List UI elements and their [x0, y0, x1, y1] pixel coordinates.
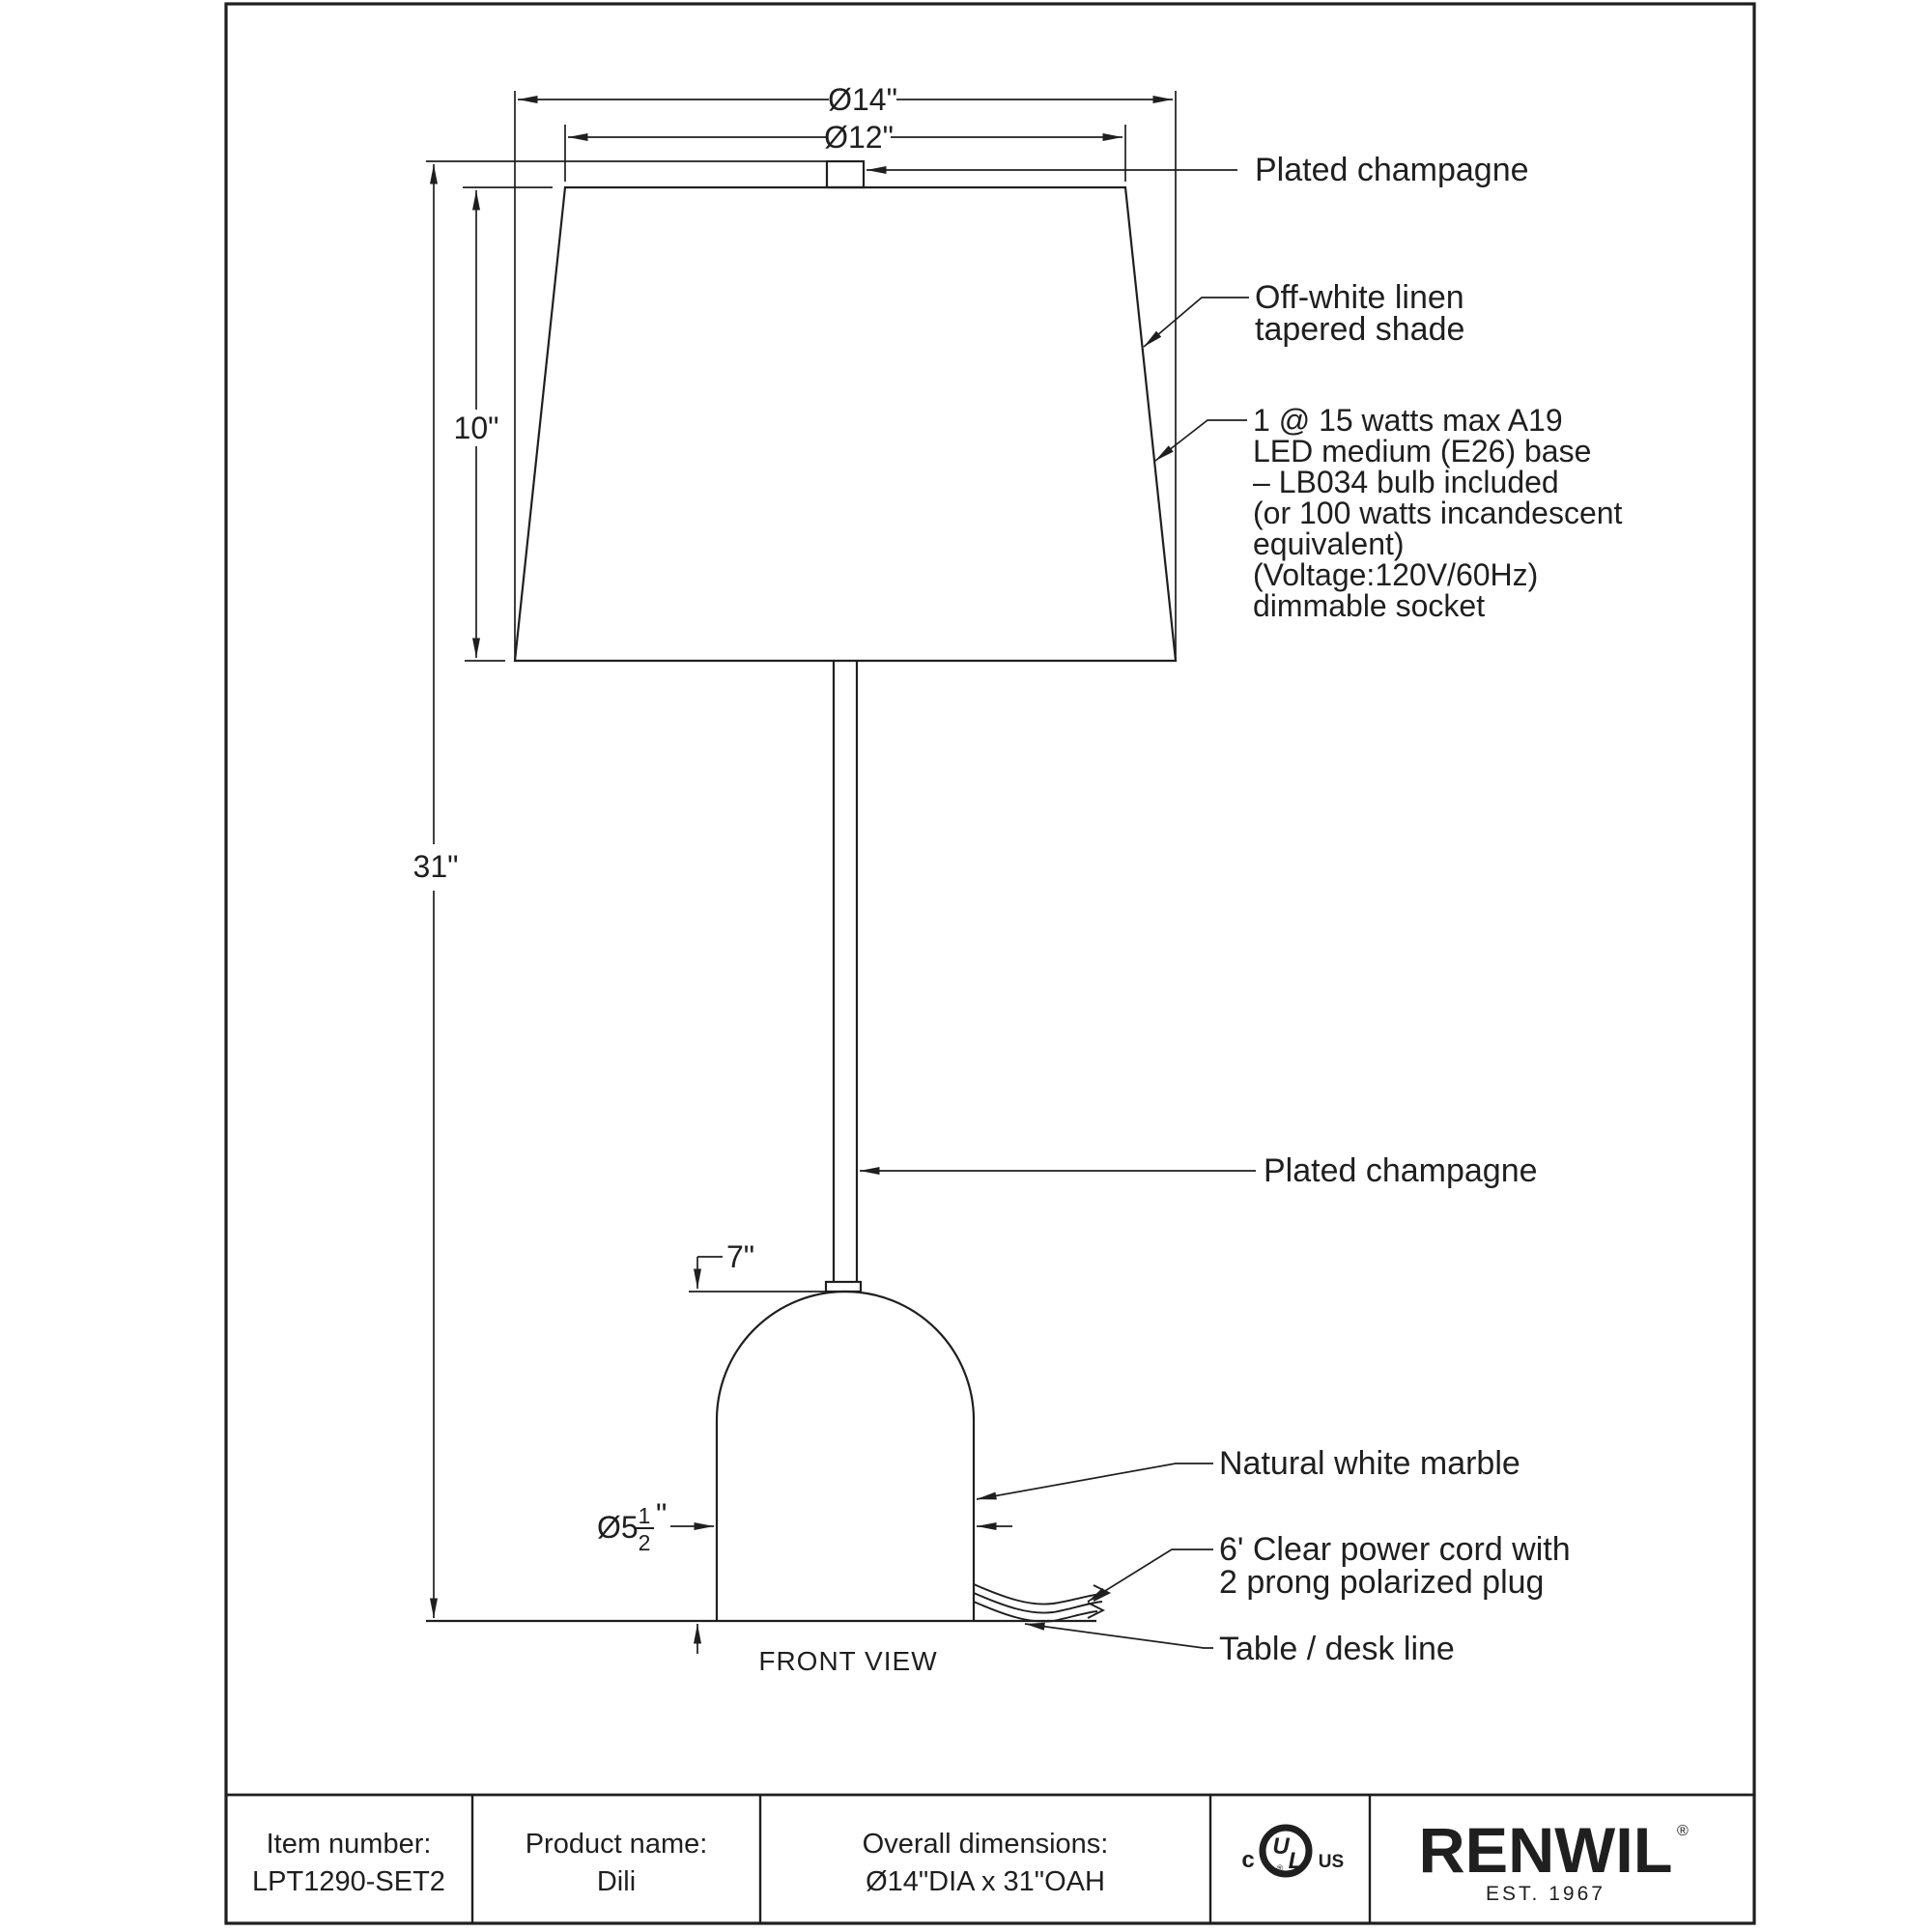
lamp-base-dome	[717, 1292, 974, 1621]
power-cord	[974, 1584, 1109, 1622]
item-number-value: LPT1290-SET2	[252, 1866, 445, 1897]
annotation-bulb-line2: LED medium (E26) base	[1253, 434, 1592, 469]
annotation-bulb-line1: 1 @ 15 watts max A19	[1253, 403, 1563, 438]
leader-table-line	[1025, 1624, 1213, 1648]
overall-dimensions-value: Ø14"DIA x 31"OAH	[866, 1866, 1105, 1897]
annotation-bulb-line3: – LB034 bulb included	[1253, 465, 1559, 499]
brand-registered-mark: ®	[1677, 1823, 1689, 1839]
annotation-bulb-line5: equivalent)	[1253, 526, 1405, 561]
ul-letter-u: U	[1272, 1833, 1290, 1860]
dim-base-height-label: 7"	[726, 1239, 755, 1274]
annotation-labels	[758, 152, 1622, 1676]
annotation-shade-line2: tapered shade	[1255, 311, 1465, 348]
dim-base-dia-prefix: Ø5	[597, 1510, 639, 1545]
annotation-marble: Natural white marble	[1219, 1445, 1520, 1482]
annotation-stem: Plated champagne	[1264, 1152, 1538, 1189]
annotation-table-line: Table / desk line	[1219, 1631, 1455, 1667]
dim-shade-height-label: 10"	[453, 411, 499, 445]
dim-dia12-label: Ø12"	[824, 120, 894, 155]
ul-certification-icon	[1241, 1828, 1344, 1874]
dim-dia14-label: Ø14"	[828, 82, 897, 117]
footer-cell-dimensions	[863, 1829, 1109, 1897]
ul-us-mark: US	[1318, 1852, 1345, 1872]
leader-lines	[860, 170, 1256, 1648]
stem-collar	[826, 1282, 861, 1292]
brand-name: RENWIL	[1418, 1814, 1673, 1886]
lamp-outline	[426, 161, 1176, 1622]
view-label: FRONT VIEW	[758, 1646, 938, 1676]
annotation-cord-line1: 6' Clear power cord with	[1219, 1531, 1571, 1568]
annotation-bulb-line6: (Voltage:120V/60Hz)	[1253, 557, 1539, 592]
annotation-finial: Plated champagne	[1255, 152, 1529, 188]
overall-dimensions-label: Overall dimensions:	[862, 1829, 1109, 1860]
dim-overall-height-label: 31"	[412, 849, 459, 884]
brand-established: EST. 1967	[1486, 1883, 1605, 1905]
lamp-finial	[827, 161, 864, 187]
footer-title-block	[226, 1795, 1754, 1923]
dimension-lines	[434, 99, 1173, 1654]
product-name-label: Product name:	[525, 1829, 708, 1860]
footer-cell-item	[252, 1829, 445, 1897]
annotation-bulb-line4: (or 100 watts incandescent	[1253, 496, 1623, 530]
dim-base-dia-denominator: 2	[638, 1530, 651, 1555]
footer-cell-product	[526, 1829, 708, 1897]
item-number-label: Item number:	[266, 1829, 432, 1860]
ul-c-mark: c	[1241, 1847, 1255, 1873]
dim-base-dia-suffix: "	[656, 1497, 668, 1532]
dimension-labels	[413, 82, 897, 1555]
annotation-shade-line1: Off-white linen	[1255, 279, 1464, 316]
leader-marble	[977, 1463, 1213, 1499]
ul-letter-l: L	[1288, 1848, 1303, 1874]
lamp-shade	[515, 187, 1176, 661]
ul-registered-mark: ®	[1276, 1863, 1284, 1873]
renwil-logo	[1419, 1814, 1690, 1905]
annotation-bulb-line7: dimmable socket	[1253, 588, 1486, 623]
annotation-cord-line2: 2 prong polarized plug	[1219, 1564, 1545, 1601]
dim-base-dia-label	[597, 1497, 667, 1555]
leader-bulb	[1155, 420, 1247, 461]
sheet-border	[226, 4, 1754, 1923]
dim-base-dia-numerator: 1	[638, 1503, 651, 1528]
cord-plug-tip	[1088, 1603, 1103, 1618]
leader-shade	[1144, 298, 1249, 347]
lamp-stem	[834, 661, 857, 1282]
product-name-value: Dili	[596, 1866, 637, 1897]
extension-lines	[426, 91, 1176, 1292]
